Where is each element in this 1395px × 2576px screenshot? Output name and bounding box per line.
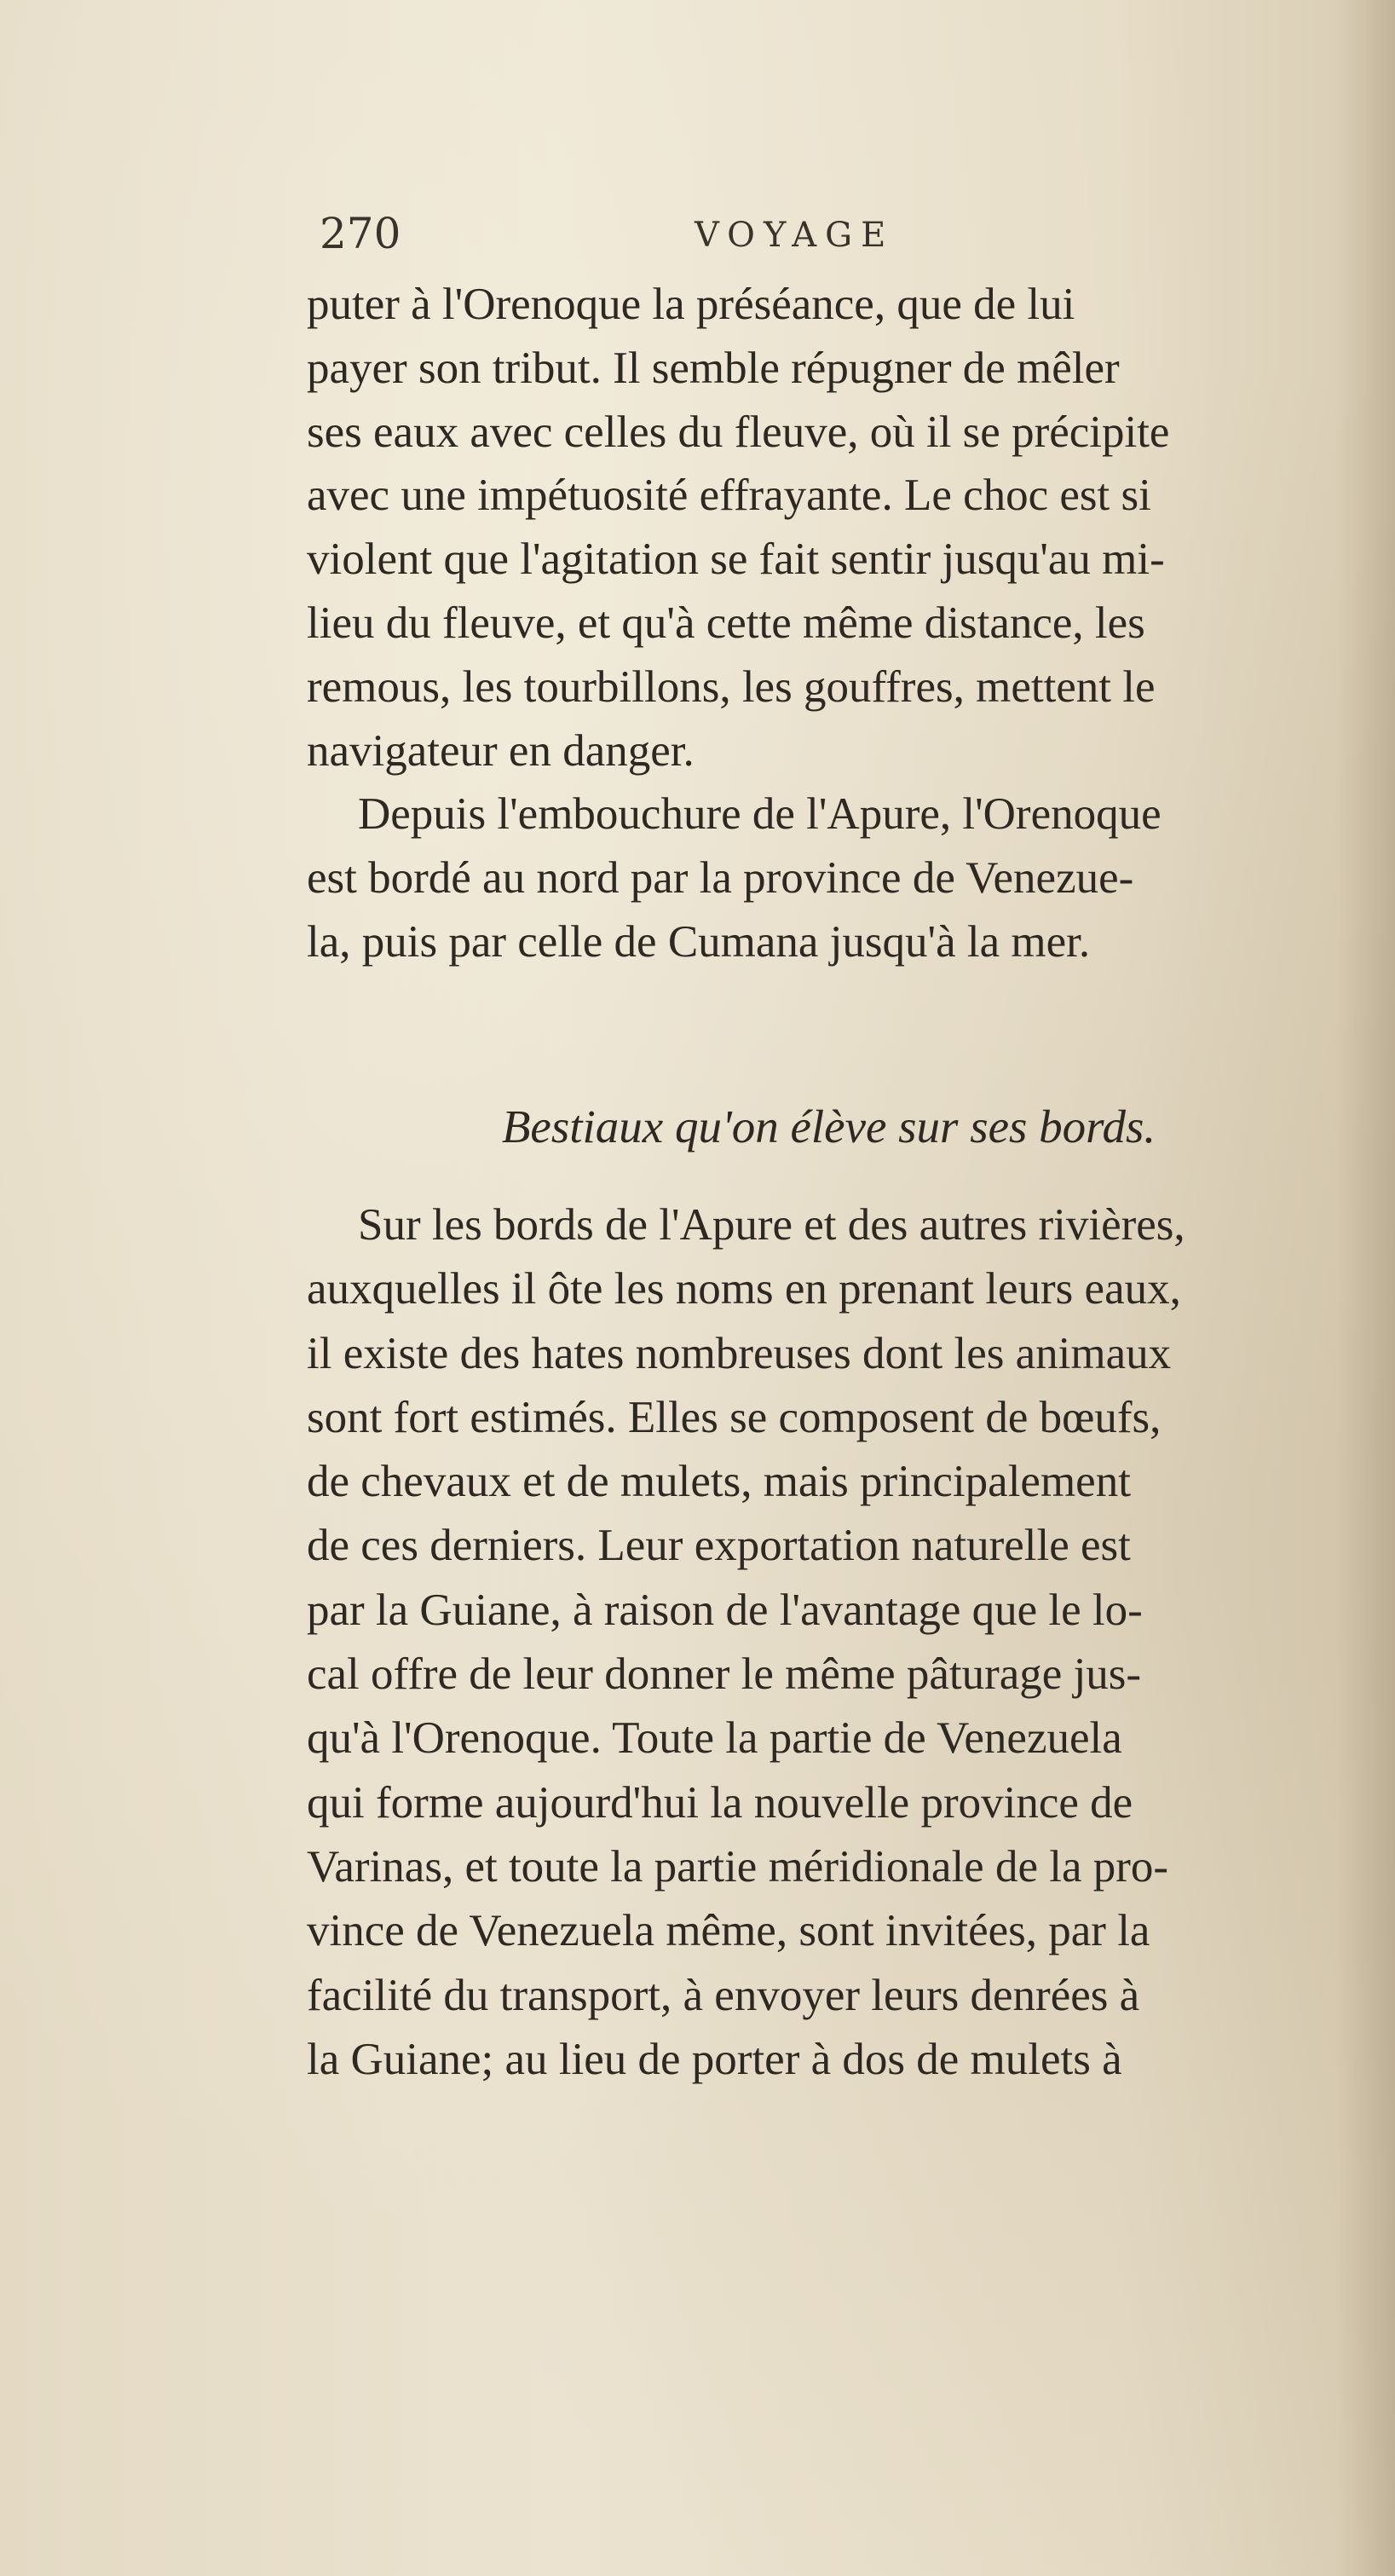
text-line: Sur les bords de l'Apure et des autres rivières, bbox=[358, 1200, 1185, 1250]
text-line: est bordé au nord par la province de Venezue- bbox=[307, 853, 1134, 904]
text-line: lieu du fleuve, et qu'à cette même distance, les bbox=[307, 598, 1145, 648]
text-line: Depuis l'embouchure de l'Apure, l'Orenoque bbox=[358, 789, 1162, 840]
paragraph-3 bbox=[307, 1193, 1351, 2092]
text-line: de ces derniers. Leur exportation naturelle est bbox=[307, 1521, 1131, 1571]
text-line: violent que l'agitation se fait sentir jusqu'au mi- bbox=[307, 534, 1165, 585]
text-line: il existe des hates nombreuses dont les animaux bbox=[307, 1328, 1172, 1378]
text-line: cal offre de leur donner le même pâturage jus- bbox=[307, 1649, 1142, 1700]
text-line: payer son tribut. Il semble répugner de mêler bbox=[307, 343, 1120, 393]
text-line: la, puis par celle de Cumana jusqu'à la mer. bbox=[307, 916, 1091, 967]
text-line: Varinas, et toute la partie méridionale de la pro- bbox=[307, 1841, 1169, 1892]
text-line: avec une impétuosité effrayante. Le choc est si bbox=[307, 471, 1151, 521]
text-line: remous, les tourbillons, les gouffres, mettent le bbox=[307, 661, 1156, 712]
text-line: la Guiane; au lieu de porter à dos de mulets à bbox=[307, 2034, 1122, 2084]
page-number: 270 bbox=[320, 209, 401, 258]
text-line: facilité du transport, à envoyer leurs denrées à bbox=[307, 1970, 1140, 2020]
text-line: qu'à l'Orenoque. Toute la partie de Venezuela bbox=[307, 1713, 1122, 1764]
text-line: ses eaux avec celles du fleuve, où il se précipite bbox=[307, 407, 1170, 457]
text-line: de chevaux et de mulets, mais principalement bbox=[307, 1457, 1131, 1507]
text-line: vince de Venezuela même, sont invitées, par la bbox=[307, 1906, 1150, 1956]
text-line: par la Guiane, à raison de l'avantage que le lo- bbox=[307, 1585, 1143, 1635]
running-head: VOYAGE bbox=[695, 216, 895, 255]
text-line: navigateur en danger. bbox=[307, 725, 695, 776]
page-header bbox=[307, 209, 1091, 269]
text-line: puter à l'Orenoque la préséance, que de lui bbox=[307, 280, 1075, 329]
text-line: auxquelles il ôte les noms en prenant leurs eaux, bbox=[307, 1264, 1181, 1314]
text-line: sont fort estimés. Elles se composent de bœufs, bbox=[307, 1392, 1162, 1442]
section-heading: Bestiaux qu'on élève sur ses bords. bbox=[501, 1100, 1156, 1152]
paragraph-1 bbox=[307, 273, 1351, 974]
text-line: qui forme aujourd'hui la nouvelle province de bbox=[307, 1777, 1133, 1828]
